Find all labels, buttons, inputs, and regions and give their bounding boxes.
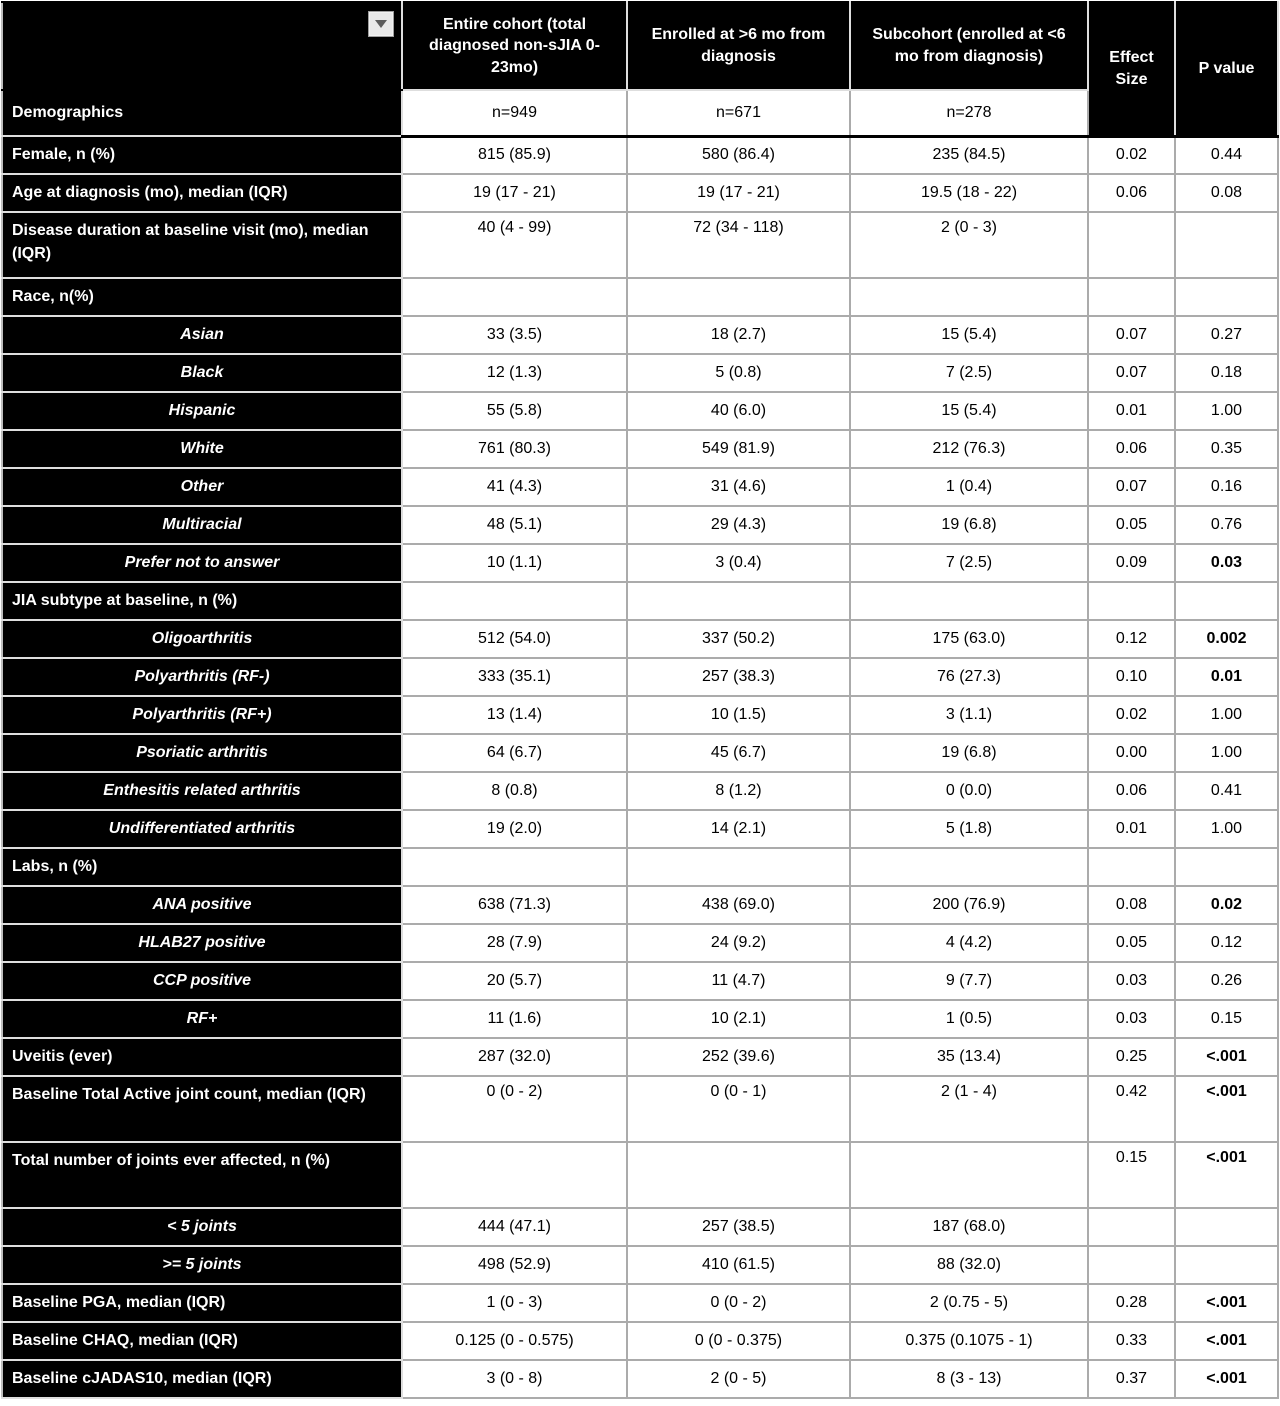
- cell-effect-size: 0.05: [1088, 924, 1175, 962]
- cell-effect-size: 0.06: [1088, 174, 1175, 212]
- cell-effect-size: [1088, 848, 1175, 886]
- table-row: [2, 848, 1278, 886]
- row-label: Other: [2, 468, 402, 506]
- n-subcohort-lt6mo: n=278: [850, 90, 1088, 136]
- table-row: [2, 734, 1278, 772]
- row-label: Race, n(%): [2, 278, 402, 316]
- cell-p-value: 1.00: [1175, 810, 1278, 848]
- cell-effect-size: [1088, 582, 1175, 620]
- cell-p-value: <.001: [1175, 1076, 1278, 1142]
- row-label: Total number of joints ever affected, n (%): [2, 1142, 402, 1208]
- cell-enrolled-gt6mo: 549 (81.9): [627, 430, 850, 468]
- cell-entire-cohort: 761 (80.3): [402, 430, 627, 468]
- table-row: [2, 810, 1278, 848]
- table-row: [2, 506, 1278, 544]
- cell-p-value: <.001: [1175, 1360, 1278, 1398]
- cell-entire-cohort: 40 (4 - 99): [402, 212, 627, 278]
- n-enrolled-gt6mo: n=671: [627, 90, 850, 136]
- cell-subcohort-lt6mo: 7 (2.5): [850, 544, 1088, 582]
- cell-enrolled-gt6mo: 5 (0.8): [627, 354, 850, 392]
- row-label: JIA subtype at baseline, n (%): [2, 582, 402, 620]
- cell-entire-cohort: 0 (0 - 2): [402, 1076, 627, 1142]
- cell-effect-size: 0.06: [1088, 772, 1175, 810]
- cell-effect-size: 0.07: [1088, 468, 1175, 506]
- row-label: Undifferentiated arthritis: [2, 810, 402, 848]
- table-body: [2, 136, 1278, 1398]
- cell-effect-size: 0.05: [1088, 506, 1175, 544]
- cell-p-value: 0.16: [1175, 468, 1278, 506]
- row-label: Prefer not to answer: [2, 544, 402, 582]
- cell-enrolled-gt6mo: 410 (61.5): [627, 1246, 850, 1284]
- table-row: [2, 582, 1278, 620]
- cell-p-value: 1.00: [1175, 392, 1278, 430]
- column-header-row: [2, 2, 1278, 90]
- cell-subcohort-lt6mo: 0.375 (0.1075 - 1): [850, 1322, 1088, 1360]
- cohort-comparison-table: [1, 1, 1279, 1399]
- cell-effect-size: 0.25: [1088, 1038, 1175, 1076]
- cell-p-value: 0.15: [1175, 1000, 1278, 1038]
- table-row: [2, 1360, 1278, 1398]
- cell-entire-cohort: 13 (1.4): [402, 696, 627, 734]
- cell-enrolled-gt6mo: 0 (0 - 2): [627, 1284, 850, 1322]
- cell-subcohort-lt6mo: 235 (84.5): [850, 136, 1088, 174]
- chevron-down-icon: [375, 20, 387, 28]
- cell-enrolled-gt6mo: 438 (69.0): [627, 886, 850, 924]
- table-row: [2, 620, 1278, 658]
- cell-enrolled-gt6mo: 45 (6.7): [627, 734, 850, 772]
- cell-entire-cohort: 12 (1.3): [402, 354, 627, 392]
- cell-enrolled-gt6mo: 40 (6.0): [627, 392, 850, 430]
- section-label-demographics: Demographics: [2, 90, 402, 136]
- cell-entire-cohort: 1 (0 - 3): [402, 1284, 627, 1322]
- cell-subcohort-lt6mo: 88 (32.0): [850, 1246, 1088, 1284]
- cell-enrolled-gt6mo: [627, 848, 850, 886]
- cell-effect-size: 0.15: [1088, 1142, 1175, 1208]
- cell-entire-cohort: [402, 848, 627, 886]
- cell-enrolled-gt6mo: 0 (0 - 0.375): [627, 1322, 850, 1360]
- table-row: [2, 174, 1278, 212]
- cell-subcohort-lt6mo: 187 (68.0): [850, 1208, 1088, 1246]
- table-row: [2, 468, 1278, 506]
- cell-enrolled-gt6mo: [627, 278, 850, 316]
- cell-entire-cohort: 8 (0.8): [402, 772, 627, 810]
- row-label: Oligoarthritis: [2, 620, 402, 658]
- cell-subcohort-lt6mo: [850, 582, 1088, 620]
- row-label: Enthesitis related arthritis: [2, 772, 402, 810]
- cell-subcohort-lt6mo: 19 (6.8): [850, 506, 1088, 544]
- column-header-p-value: P value: [1175, 2, 1278, 136]
- table-row: [2, 658, 1278, 696]
- table-row: [2, 1076, 1278, 1142]
- cell-effect-size: 0.37: [1088, 1360, 1175, 1398]
- table-row: [2, 1322, 1278, 1360]
- row-label: RF+: [2, 1000, 402, 1038]
- cell-enrolled-gt6mo: 11 (4.7): [627, 962, 850, 1000]
- table-row: [2, 1284, 1278, 1322]
- cell-entire-cohort: 287 (32.0): [402, 1038, 627, 1076]
- cell-subcohort-lt6mo: 9 (7.7): [850, 962, 1088, 1000]
- cell-subcohort-lt6mo: 0 (0.0): [850, 772, 1088, 810]
- cell-effect-size: 0.00: [1088, 734, 1175, 772]
- cell-entire-cohort: 512 (54.0): [402, 620, 627, 658]
- cell-effect-size: 0.03: [1088, 1000, 1175, 1038]
- row-label: Black: [2, 354, 402, 392]
- cell-subcohort-lt6mo: 15 (5.4): [850, 392, 1088, 430]
- cell-p-value: 0.44: [1175, 136, 1278, 174]
- cell-effect-size: 0.06: [1088, 430, 1175, 468]
- cell-p-value: [1175, 1208, 1278, 1246]
- row-label: Baseline Total Active joint count, median (IQR): [2, 1076, 402, 1142]
- cell-entire-cohort: 10 (1.1): [402, 544, 627, 582]
- cell-enrolled-gt6mo: 3 (0.4): [627, 544, 850, 582]
- cell-effect-size: 0.07: [1088, 316, 1175, 354]
- cell-p-value: [1175, 848, 1278, 886]
- row-label: Psoriatic arthritis: [2, 734, 402, 772]
- table-row: [2, 1038, 1278, 1076]
- cell-subcohort-lt6mo: 2 (0 - 3): [850, 212, 1088, 278]
- cell-p-value: 0.12: [1175, 924, 1278, 962]
- cell-effect-size: 0.02: [1088, 136, 1175, 174]
- cell-p-value: 0.76: [1175, 506, 1278, 544]
- cell-effect-size: 0.09: [1088, 544, 1175, 582]
- cell-entire-cohort: 815 (85.9): [402, 136, 627, 174]
- cell-subcohort-lt6mo: 76 (27.3): [850, 658, 1088, 696]
- cell-subcohort-lt6mo: 4 (4.2): [850, 924, 1088, 962]
- row-label: ANA positive: [2, 886, 402, 924]
- column-header-enrolled-gt6mo: Enrolled at >6 mo from diagnosis: [627, 2, 850, 90]
- column-header-subcohort-lt6mo: Subcohort (enrolled at <6 mo from diagnosis): [850, 2, 1088, 90]
- cell-subcohort-lt6mo: 19 (6.8): [850, 734, 1088, 772]
- cell-p-value: <.001: [1175, 1038, 1278, 1076]
- cell-effect-size: 0.07: [1088, 354, 1175, 392]
- cell-subcohort-lt6mo: 15 (5.4): [850, 316, 1088, 354]
- table-row: [2, 278, 1278, 316]
- cell-subcohort-lt6mo: 7 (2.5): [850, 354, 1088, 392]
- cell-p-value: [1175, 278, 1278, 316]
- cell-subcohort-lt6mo: [850, 1142, 1088, 1208]
- cell-entire-cohort: 638 (71.3): [402, 886, 627, 924]
- n-entire-cohort: n=949: [402, 90, 627, 136]
- cell-effect-size: 0.08: [1088, 886, 1175, 924]
- table-row: [2, 1142, 1278, 1208]
- cell-p-value: [1175, 212, 1278, 278]
- cell-entire-cohort: 3 (0 - 8): [402, 1360, 627, 1398]
- cell-subcohort-lt6mo: 35 (13.4): [850, 1038, 1088, 1076]
- table-row: [2, 772, 1278, 810]
- cell-p-value: 0.18: [1175, 354, 1278, 392]
- cell-enrolled-gt6mo: [627, 582, 850, 620]
- cell-subcohort-lt6mo: 3 (1.1): [850, 696, 1088, 734]
- cell-entire-cohort: 11 (1.6): [402, 1000, 627, 1038]
- table-row: [2, 316, 1278, 354]
- table-row: [2, 136, 1278, 174]
- cell-enrolled-gt6mo: 24 (9.2): [627, 924, 850, 962]
- row-label: White: [2, 430, 402, 468]
- table-row: [2, 962, 1278, 1000]
- row-label: CCP positive: [2, 962, 402, 1000]
- row-label: Polyarthritis (RF-): [2, 658, 402, 696]
- cell-enrolled-gt6mo: 18 (2.7): [627, 316, 850, 354]
- cell-enrolled-gt6mo: 252 (39.6): [627, 1038, 850, 1076]
- table-header: [2, 2, 1278, 136]
- cell-entire-cohort: 28 (7.9): [402, 924, 627, 962]
- column-header-effect-size: Effect Size: [1088, 2, 1175, 136]
- cell-entire-cohort: [402, 1142, 627, 1208]
- row-label: Baseline CHAQ, median (IQR): [2, 1322, 402, 1360]
- row-label: HLAB27 positive: [2, 924, 402, 962]
- cell-entire-cohort: 20 (5.7): [402, 962, 627, 1000]
- table-row: [2, 430, 1278, 468]
- cell-subcohort-lt6mo: 175 (63.0): [850, 620, 1088, 658]
- cell-p-value: <.001: [1175, 1284, 1278, 1322]
- cell-effect-size: 0.10: [1088, 658, 1175, 696]
- table-row: [2, 1000, 1278, 1038]
- cell-p-value: 0.02: [1175, 886, 1278, 924]
- cell-entire-cohort: 33 (3.5): [402, 316, 627, 354]
- cell-p-value: 0.27: [1175, 316, 1278, 354]
- cell-entire-cohort: 333 (35.1): [402, 658, 627, 696]
- cell-effect-size: [1088, 278, 1175, 316]
- cell-enrolled-gt6mo: [627, 1142, 850, 1208]
- row-label: Age at diagnosis (mo), median (IQR): [2, 174, 402, 212]
- cell-enrolled-gt6mo: 337 (50.2): [627, 620, 850, 658]
- cell-enrolled-gt6mo: 29 (4.3): [627, 506, 850, 544]
- cell-p-value: <.001: [1175, 1142, 1278, 1208]
- cell-subcohort-lt6mo: 2 (1 - 4): [850, 1076, 1088, 1142]
- row-label: Polyarthritis (RF+): [2, 696, 402, 734]
- table-row: [2, 1246, 1278, 1284]
- cell-enrolled-gt6mo: 257 (38.3): [627, 658, 850, 696]
- row-label: >= 5 joints: [2, 1246, 402, 1284]
- cell-subcohort-lt6mo: 19.5 (18 - 22): [850, 174, 1088, 212]
- cell-p-value: 0.01: [1175, 658, 1278, 696]
- cell-p-value: 1.00: [1175, 734, 1278, 772]
- cell-entire-cohort: 19 (2.0): [402, 810, 627, 848]
- cell-subcohort-lt6mo: 2 (0.75 - 5): [850, 1284, 1088, 1322]
- table-row: [2, 1208, 1278, 1246]
- cell-subcohort-lt6mo: [850, 848, 1088, 886]
- row-label: Baseline cJADAS10, median (IQR): [2, 1360, 402, 1398]
- table-row: [2, 696, 1278, 734]
- cell-p-value: <.001: [1175, 1322, 1278, 1360]
- cell-subcohort-lt6mo: 5 (1.8): [850, 810, 1088, 848]
- cell-subcohort-lt6mo: 1 (0.5): [850, 1000, 1088, 1038]
- cell-p-value: 0.26: [1175, 962, 1278, 1000]
- cell-p-value: [1175, 1246, 1278, 1284]
- table-row: [2, 392, 1278, 430]
- table-row: [2, 544, 1278, 582]
- cell-effect-size: 0.01: [1088, 810, 1175, 848]
- row-label: Baseline PGA, median (IQR): [2, 1284, 402, 1322]
- cell-p-value: [1175, 582, 1278, 620]
- cell-p-value: 1.00: [1175, 696, 1278, 734]
- row-label: Female, n (%): [2, 136, 402, 174]
- row-label: < 5 joints: [2, 1208, 402, 1246]
- cell-enrolled-gt6mo: 10 (2.1): [627, 1000, 850, 1038]
- row-label: Hispanic: [2, 392, 402, 430]
- cell-subcohort-lt6mo: 1 (0.4): [850, 468, 1088, 506]
- cell-entire-cohort: 55 (5.8): [402, 392, 627, 430]
- corner-cell: [2, 2, 402, 90]
- cell-enrolled-gt6mo: 0 (0 - 1): [627, 1076, 850, 1142]
- table-row: [2, 886, 1278, 924]
- cell-enrolled-gt6mo: 580 (86.4): [627, 136, 850, 174]
- cell-effect-size: 0.02: [1088, 696, 1175, 734]
- cell-enrolled-gt6mo: 72 (34 - 118): [627, 212, 850, 278]
- cell-effect-size: 0.12: [1088, 620, 1175, 658]
- cell-entire-cohort: 0.125 (0 - 0.575): [402, 1322, 627, 1360]
- cell-p-value: 0.08: [1175, 174, 1278, 212]
- cell-p-value: 0.35: [1175, 430, 1278, 468]
- cell-enrolled-gt6mo: 2 (0 - 5): [627, 1360, 850, 1398]
- cell-entire-cohort: 444 (47.1): [402, 1208, 627, 1246]
- cell-effect-size: 0.42: [1088, 1076, 1175, 1142]
- cell-entire-cohort: 498 (52.9): [402, 1246, 627, 1284]
- cell-subcohort-lt6mo: [850, 278, 1088, 316]
- cell-enrolled-gt6mo: 257 (38.5): [627, 1208, 850, 1246]
- cell-effect-size: [1088, 1208, 1175, 1246]
- cell-entire-cohort: 64 (6.7): [402, 734, 627, 772]
- row-label: Asian: [2, 316, 402, 354]
- cell-entire-cohort: 19 (17 - 21): [402, 174, 627, 212]
- filter-dropdown-button[interactable]: [368, 11, 394, 37]
- cell-subcohort-lt6mo: 200 (76.9): [850, 886, 1088, 924]
- cell-enrolled-gt6mo: 31 (4.6): [627, 468, 850, 506]
- cell-effect-size: [1088, 212, 1175, 278]
- row-label: Multiracial: [2, 506, 402, 544]
- cell-enrolled-gt6mo: 14 (2.1): [627, 810, 850, 848]
- row-label: Labs, n (%): [2, 848, 402, 886]
- column-header-entire-cohort: Entire cohort (total diagnosed non-sJIA 0-23mo): [402, 2, 627, 90]
- cell-subcohort-lt6mo: 212 (76.3): [850, 430, 1088, 468]
- cell-enrolled-gt6mo: 10 (1.5): [627, 696, 850, 734]
- cell-p-value: 0.41: [1175, 772, 1278, 810]
- cell-entire-cohort: [402, 582, 627, 620]
- cell-entire-cohort: [402, 278, 627, 316]
- cell-effect-size: 0.03: [1088, 962, 1175, 1000]
- cell-enrolled-gt6mo: 19 (17 - 21): [627, 174, 850, 212]
- table-row: [2, 354, 1278, 392]
- row-label: Uveitis (ever): [2, 1038, 402, 1076]
- row-label: Disease duration at baseline visit (mo), median (IQR): [2, 212, 402, 278]
- cell-entire-cohort: 41 (4.3): [402, 468, 627, 506]
- sample-size-row: [2, 90, 1278, 136]
- table-row: [2, 212, 1278, 278]
- cell-entire-cohort: 48 (5.1): [402, 506, 627, 544]
- cell-subcohort-lt6mo: 8 (3 - 13): [850, 1360, 1088, 1398]
- cell-effect-size: 0.28: [1088, 1284, 1175, 1322]
- cell-effect-size: [1088, 1246, 1175, 1284]
- cell-effect-size: 0.33: [1088, 1322, 1175, 1360]
- cell-p-value: 0.002: [1175, 620, 1278, 658]
- cell-enrolled-gt6mo: 8 (1.2): [627, 772, 850, 810]
- cell-effect-size: 0.01: [1088, 392, 1175, 430]
- cell-p-value: 0.03: [1175, 544, 1278, 582]
- table-row: [2, 924, 1278, 962]
